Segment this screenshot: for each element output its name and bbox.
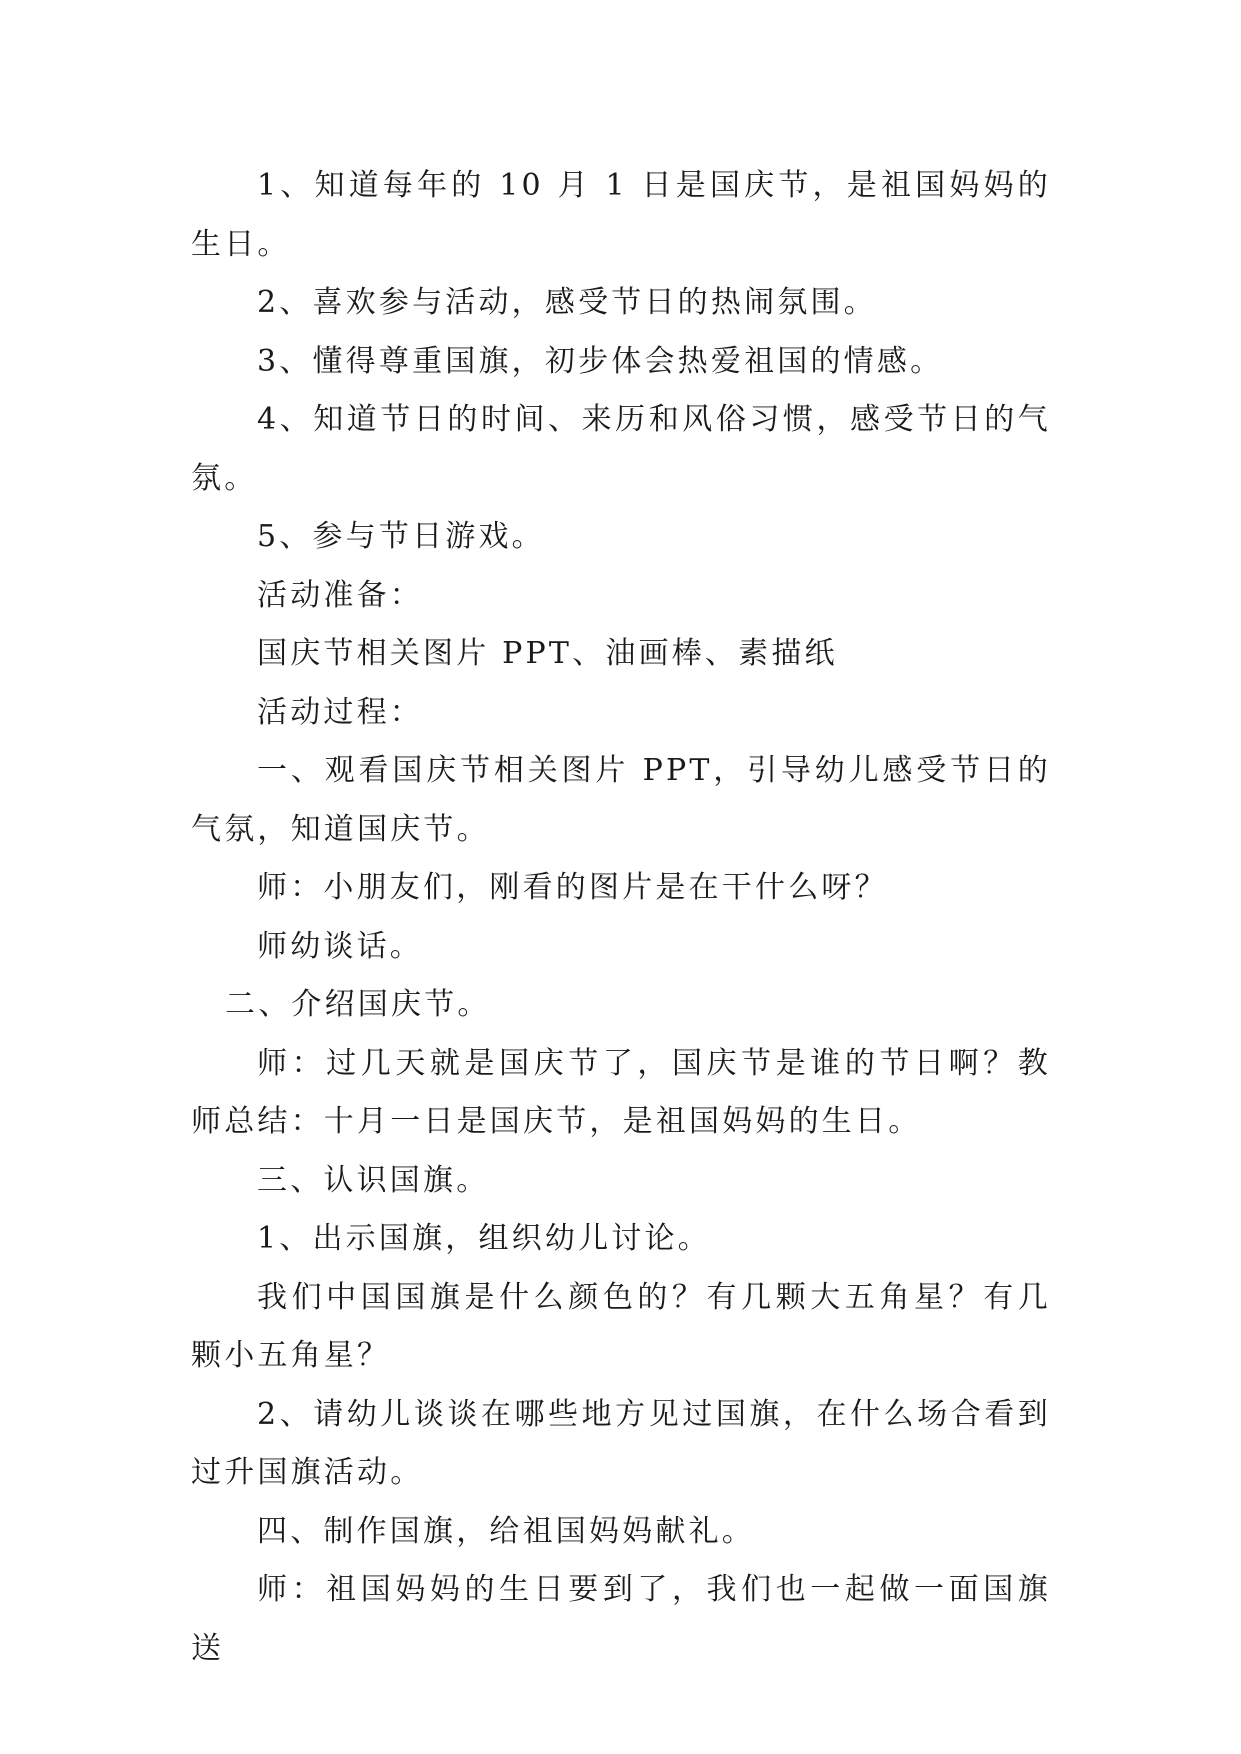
paragraph-flag-questions: 我们中国国旗是什么颜色的？有几颗大五角星？有几颗小五角星？	[191, 1279, 1051, 1373]
paragraph-teacher-summary: 师：过几天就是国庆节了，国庆节是谁的节日啊？教师总结：十月一日是国庆节，是祖国妈妈的生日。	[191, 1045, 1051, 1139]
paragraph-teacher-question: 师：小朋友们，刚看的图片是在干什么呀？	[257, 870, 888, 905]
heading-process: 活动过程：	[257, 694, 423, 730]
paragraph-conversation: 师幼谈话。	[257, 928, 423, 964]
paragraph-goal-4: 4、知道节日的时间、来历和风俗习惯，感受节日的气氛。	[191, 402, 1051, 496]
heading-preparation: 活动准备：	[257, 577, 423, 613]
paragraph-step-4: 四、制作国旗，给祖国妈妈献礼。	[257, 1513, 755, 1549]
paragraph-goal-2: 2、喜欢参与活动，感受节日的热闹氛围。	[257, 285, 877, 320]
paragraph-materials: 国庆节相关图片 PPT、油画棒、素描纸	[257, 636, 838, 671]
paragraph-step-1: 一、观看国庆节相关图片 PPT，引导幼儿感受节日的气氛，知道国庆节。	[191, 753, 1051, 847]
paragraph-flag-places: 2、请幼儿谈谈在哪些地方见过国旗，在什么场合看到过升国旗活动。	[191, 1396, 1051, 1490]
paragraph-teacher-make-flag: 师：祖国妈妈的生日要到了，我们也一起做一面国旗送	[191, 1572, 1051, 1666]
paragraph-step-2: 二、介绍国庆节。	[225, 987, 491, 1022]
paragraph-goal-3: 3、懂得尊重国旗，初步体会热爱祖国的情感。	[257, 343, 944, 379]
paragraph-step-3: 三、认识国旗。	[257, 1162, 490, 1198]
paragraph-goal-5: 5、参与节日游戏。	[257, 519, 545, 554]
paragraph-goal-1: 1、知道每年的 10 月 1 日是国庆节，是祖国妈妈的生日。	[191, 168, 1051, 262]
document-body	[191, 157, 1051, 1678]
paragraph-show-flag: 1、出示国旗，组织幼儿讨论。	[257, 1221, 711, 1256]
